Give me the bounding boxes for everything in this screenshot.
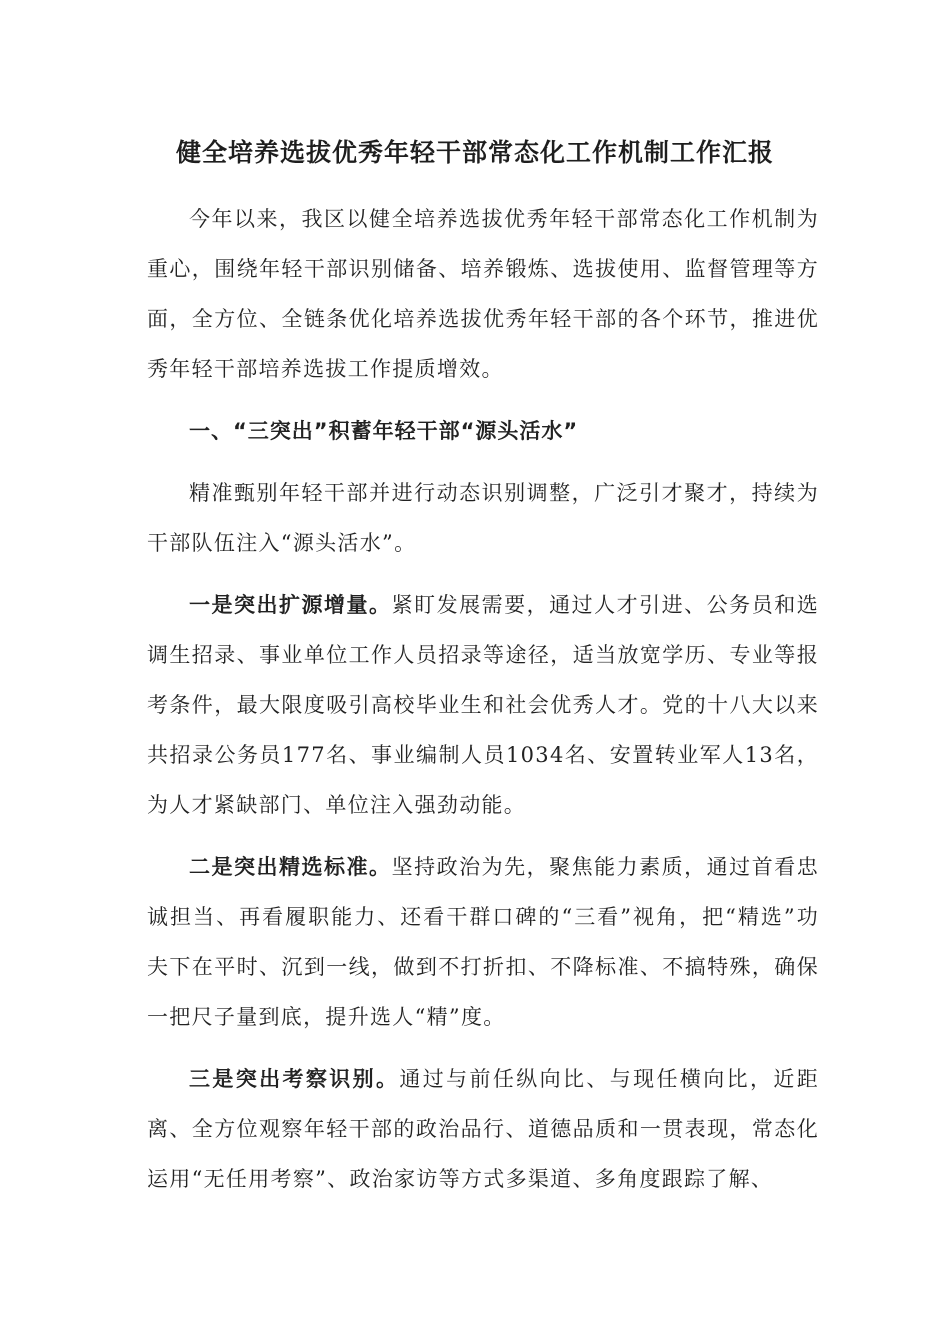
item-text-2: 坚持政治为先，聚焦能力素质，通过首看忠诚担当、再看履职能力、还看干群口碑的“三看”视角，把“精选”功夫下在平时、沉到一线，做到不打折扣、不降标准、不搞特殊，确保一把尺子量到底，提升选人“精”度。 — [147, 855, 820, 1029]
spacer — [147, 394, 819, 406]
item-paragraph-2 — [147, 842, 819, 1042]
section-heading: 一、“三突出”积蓄年轻干部“源头活水” — [189, 419, 579, 443]
spacer — [147, 1042, 819, 1054]
spacer — [147, 830, 819, 842]
intro-paragraph: 今年以来，我区以健全培养选拔优秀年轻干部常态化工作机制为重心，围绕年轻干部识别储备、培养锻炼、选拔使用、监督管理等方面，全方位、全链条优化培养选拔优秀年轻干部的各个环节，推进优秀年轻干部培养选拔工作提质增效。 — [147, 207, 819, 381]
spacer — [147, 456, 819, 468]
spacer — [147, 568, 819, 580]
section-summary: 精准甄别年轻干部并进行动态识别调整，广泛引才聚才，持续为干部队伍注入“源头活水”。 — [147, 481, 819, 555]
item-lead-3: 三是突出考察识别。 — [189, 1067, 400, 1091]
item-lead-1: 一是突出扩源增量。 — [189, 593, 392, 617]
item-lead-2: 二是突出精选标准。 — [189, 855, 392, 879]
item-text-3: 通过与前任纵向比、与现任横向比，近距离、全方位观察年轻干部的政治品行、道德品质和一贯表现，常态化运用“无任用考察”、政治家访等方式多渠道、多角度跟踪了解、 — [147, 1067, 819, 1191]
item-text-1: 紧盯发展需要，通过人才引进、公务员和选调生招录、事业单位工作人员招录等途径，适当放宽学历、专业等报考条件，最大限度吸引高校毕业生和社会优秀人才。党的十八大以来共招录公务员177名、事业编制人员1034名、安置转业军人13名，为人才紧缺部门、单位注入强劲动能。 — [147, 593, 820, 817]
item-paragraph-3 — [147, 1054, 819, 1204]
item-paragraph-1 — [147, 580, 819, 830]
document-title: 健全培养选拔优秀年轻干部常态化工作机制工作汇报 — [175, 138, 774, 167]
document-body — [147, 194, 819, 1204]
